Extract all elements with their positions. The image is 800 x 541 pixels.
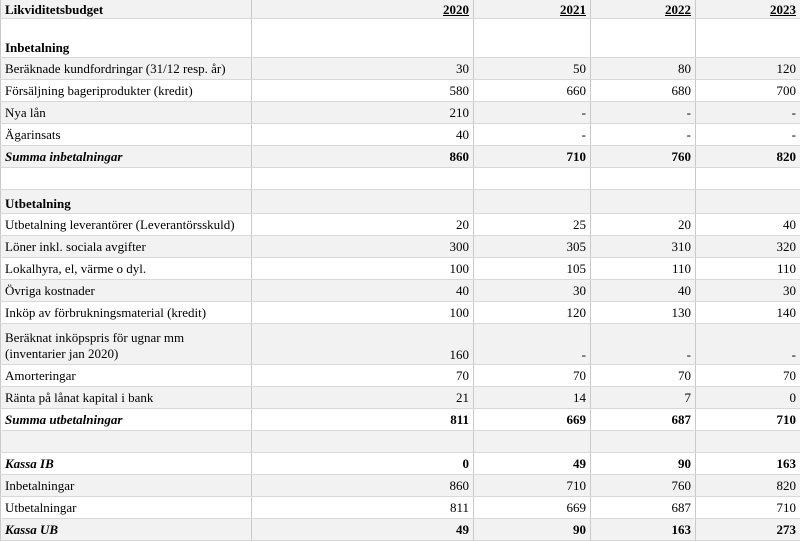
row-label: Summa utbetalningar — [1, 409, 252, 431]
table-row — [1, 236, 800, 258]
row-label: Ägarinsats — [1, 124, 252, 146]
cell-2020: 811 — [252, 497, 474, 519]
table-row — [1, 168, 800, 190]
cell-2023: 163 — [696, 453, 800, 475]
table-row — [1, 324, 800, 365]
cell-2022: 90 — [591, 453, 696, 475]
table-row — [1, 124, 800, 146]
cell-2022: 760 — [591, 146, 696, 168]
cell-2021: 710 — [474, 146, 591, 168]
cell-2022: 163 — [591, 519, 696, 541]
cell-2020: 30 — [252, 58, 474, 80]
summary-row — [1, 409, 800, 431]
cell-2023: 710 — [696, 409, 800, 431]
row-label: Inköp av förbrukningsmaterial (kredit) — [1, 302, 252, 324]
cell-2023 — [696, 168, 800, 190]
table-row — [1, 214, 800, 236]
row-label: Nya lån — [1, 102, 252, 124]
cell-2023: 0 — [696, 387, 800, 409]
cell-2021: - — [474, 324, 591, 365]
row-label: Lokalhyra, el, värme o dyl. — [1, 258, 252, 280]
cell-2020: 40 — [252, 280, 474, 302]
cell-2023: 320 — [696, 236, 800, 258]
cell-2023 — [696, 431, 800, 453]
table-row — [1, 497, 800, 519]
row-label: Ränta på lånat kapital i bank — [1, 387, 252, 409]
cell-2021 — [474, 190, 591, 214]
cell-2020 — [252, 168, 474, 190]
cell-2021: 90 — [474, 519, 591, 541]
table-row — [1, 102, 800, 124]
cell-2020: 21 — [252, 387, 474, 409]
table-row — [1, 387, 800, 409]
year-header-2023: 2023 — [696, 0, 800, 19]
row-label: Beräknat inköpspris för ugnar mm (inventarier jan 2020) — [1, 324, 252, 365]
cell-2020: 210 — [252, 102, 474, 124]
table-row — [1, 258, 800, 280]
cell-2023: 710 — [696, 497, 800, 519]
cell-2020: 20 — [252, 214, 474, 236]
row-label: Beräknade kundfordringar (31/12 resp. år) — [1, 58, 252, 80]
year-header-2020: 2020 — [252, 0, 474, 19]
cell-2023: - — [696, 124, 800, 146]
summary-row — [1, 146, 800, 168]
cell-2021: 30 — [474, 280, 591, 302]
cell-2021: 120 — [474, 302, 591, 324]
row-label: Övriga kostnader — [1, 280, 252, 302]
cell-2021: 305 — [474, 236, 591, 258]
cell-2021: 710 — [474, 475, 591, 497]
cell-2023: 700 — [696, 80, 800, 102]
cell-2022: 40 — [591, 280, 696, 302]
row-label: Utbetalning — [1, 190, 252, 214]
cell-2023 — [696, 190, 800, 214]
cell-2020: 100 — [252, 258, 474, 280]
cell-2020: 860 — [252, 146, 474, 168]
cell-2023 — [696, 19, 800, 58]
cell-2021: 105 — [474, 258, 591, 280]
row-label: Utbetalningar — [1, 497, 252, 519]
cell-2022: 687 — [591, 409, 696, 431]
summary-row — [1, 519, 800, 541]
cell-2022: 110 — [591, 258, 696, 280]
row-label: Summa inbetalningar — [1, 146, 252, 168]
row-label: Inbetalningar — [1, 475, 252, 497]
year-header-2022: 2022 — [591, 0, 696, 19]
cell-2021: - — [474, 124, 591, 146]
row-label: Löner inkl. sociala avgifter — [1, 236, 252, 258]
row-label: Utbetalning leverantörer (Leverantörsskuld) — [1, 214, 252, 236]
cell-2022: 20 — [591, 214, 696, 236]
section-row — [1, 19, 800, 58]
cell-2022: 680 — [591, 80, 696, 102]
cell-2020: 100 — [252, 302, 474, 324]
header-row — [1, 0, 800, 19]
row-label: Inbetalning — [1, 19, 252, 58]
table-row — [1, 475, 800, 497]
cell-2023: 110 — [696, 258, 800, 280]
cell-2020 — [252, 190, 474, 214]
row-label: Kassa UB — [1, 519, 252, 541]
cell-2020: 580 — [252, 80, 474, 102]
cell-2022: 687 — [591, 497, 696, 519]
table-body — [1, 0, 800, 541]
table-title: Likviditetsbudget — [1, 0, 252, 19]
row-label: Kassa IB — [1, 453, 252, 475]
cell-2021: 25 — [474, 214, 591, 236]
cell-2021: 50 — [474, 58, 591, 80]
cell-2021 — [474, 431, 591, 453]
cell-2021: - — [474, 102, 591, 124]
table-row — [1, 431, 800, 453]
cell-2022: 310 — [591, 236, 696, 258]
summary-row — [1, 453, 800, 475]
cell-2021: 49 — [474, 453, 591, 475]
row-label: Amorteringar — [1, 365, 252, 387]
cell-2020: 300 — [252, 236, 474, 258]
row-label — [1, 431, 252, 453]
row-label: Försäljning bageriprodukter (kredit) — [1, 80, 252, 102]
cell-2022: 70 — [591, 365, 696, 387]
cell-2023: 820 — [696, 475, 800, 497]
cell-2022: 80 — [591, 58, 696, 80]
cell-2022 — [591, 431, 696, 453]
table-row — [1, 280, 800, 302]
cell-2023: 40 — [696, 214, 800, 236]
cell-2022: 130 — [591, 302, 696, 324]
table-row — [1, 80, 800, 102]
cell-2020 — [252, 431, 474, 453]
year-header-2021: 2021 — [474, 0, 591, 19]
cell-2021: 70 — [474, 365, 591, 387]
cell-2023: - — [696, 324, 800, 365]
cell-2020 — [252, 19, 474, 58]
section-row — [1, 190, 800, 214]
cell-2023: 70 — [696, 365, 800, 387]
cell-2022 — [591, 190, 696, 214]
cell-2022: - — [591, 102, 696, 124]
cell-2020: 0 — [252, 453, 474, 475]
cell-2023: 820 — [696, 146, 800, 168]
cell-2021: 14 — [474, 387, 591, 409]
cell-2023: 140 — [696, 302, 800, 324]
cell-2022: - — [591, 124, 696, 146]
cell-2023: 273 — [696, 519, 800, 541]
cell-2023: 30 — [696, 280, 800, 302]
cell-2020: 40 — [252, 124, 474, 146]
cell-2020: 811 — [252, 409, 474, 431]
cell-2022: - — [591, 324, 696, 365]
cell-2022 — [591, 168, 696, 190]
cell-2022: 760 — [591, 475, 696, 497]
cell-2021: 660 — [474, 80, 591, 102]
cell-2023: - — [696, 102, 800, 124]
cell-2022 — [591, 19, 696, 58]
cell-2020: 70 — [252, 365, 474, 387]
cell-2023: 120 — [696, 58, 800, 80]
table-row — [1, 58, 800, 80]
cell-2021 — [474, 168, 591, 190]
cell-2020: 860 — [252, 475, 474, 497]
cell-2020: 160 — [252, 324, 474, 365]
cell-2021: 669 — [474, 409, 591, 431]
row-label — [1, 168, 252, 190]
cell-2022: 7 — [591, 387, 696, 409]
cell-2021 — [474, 19, 591, 58]
table-row — [1, 302, 800, 324]
cell-2020: 49 — [252, 519, 474, 541]
cell-2021: 669 — [474, 497, 591, 519]
table-row — [1, 365, 800, 387]
